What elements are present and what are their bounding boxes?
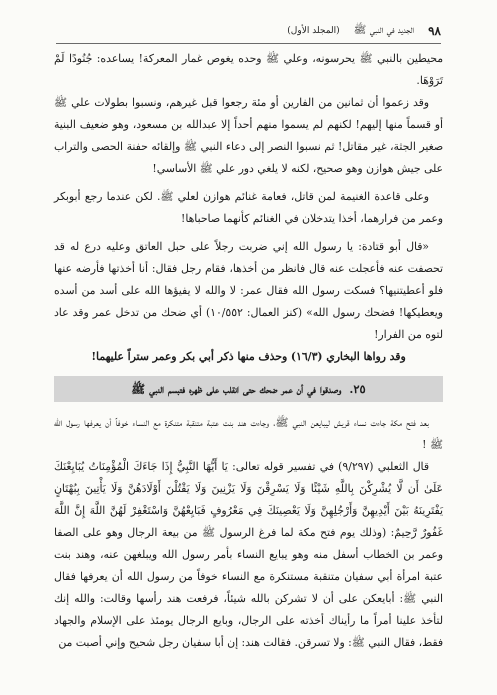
page-number: ٩٨ <box>428 24 441 38</box>
page-body <box>54 48 443 654</box>
hadith-quote: «قال أبو قتادة: يا رسول الله إني ضربت رجلاً على حبل العاتق وعليه درع له قد تحصفت عنه فأعجلت عنه قال فانظر من أخذها، فقام رجل فقال: أنا أخذتها فأرضه عنها فلو أعطيتنيها؟ فسكت رسول الله فقال عمر: لا والله لا يفيؤها الله على أسد من أسده ويعطيكها! فضحك رسول الله» (كنز العمال: ١٠/٥٥٢) أي ضحك من تدخل عمر وقد عاد لتوه من الفرار! <box>54 240 443 341</box>
section-title: وصدقوا في أن عمر ضحك حتى انقلب على ظهره فتبسم النبي ﷺ <box>131 382 342 396</box>
running-header <box>62 22 441 40</box>
section-heading <box>54 376 443 402</box>
tafsir-paragraph: قال الثعلبي (٩/٢٩٧) في تفسير قوله تعالى: يَا أَيُّهَا النَّبِيُّ إِذَا جَاءَكَ الْمُؤْمِنَاتُ يُبَايِعْنَكَ عَلَىٰ أَن لَّا يُشْرِكْنَ بِاللَّهِ شَيْئًا وَلَا يَسْرِقْنَ وَلَا يَزْنِينَ وَلَا يَقْتُلْنَ أَوْلَادَهُنَّ وَلَا يَأْتِينَ بِبُهْتَانٍ يَفْتَرِينَهُ بَيْنَ أَيْدِيهِنَّ وَأَرْجُلِهِنَّ وَلَا يَعْصِينَكَ فِي مَعْرُوفٍ فَبَايِعْهُنَّ وَاسْتَغْفِرْ لَهُنَّ اللَّهَ إِنَّ اللَّهَ غَفُورٌ رَّحِيمٌ: (وذلك يوم فتح مكة لما فرغ الرسول ﷺ من بيعة الرجال وهو على الصفا وعمر بن الخطاب أسفل منه وهو يبايع النساء بأمر رسول الله ويبلغهن عنه، وهند بنت عتبة امرأة أبي سفيان متنقبة مستنكرة مع النساء خوفاً من رسول الله أن يعرفها فقال النبي ﷺ: أبايعكن على أن لا تشركن بالله شيئاً، فرفعت هند رأسها وقالت: والله إنك لتأخذ علينا أمراً ما رأيناك أخذته على الرجال، وبايع الرجال يومئذ على الإسلام والجهاد فقط، فقال النبي ﷺ: ولا تسرقن. فقالت هند: إن أبا سفيان رجل شحيح وإني أصبت من <box>54 460 443 649</box>
paragraph: محيطين بالنبي ﷺ يحرسونه، وعلي ﷺ وحده يغوص غمار المعركة! يساعده: جُنُودًا لَمْ تَرَوْهَا. <box>54 52 443 87</box>
paragraph: بعد فتح مكة جاءت نساء قريش ليبايعن النبي ﷺ، وجاءت هند بنت عتبة متنقبة متنكرة مع النساء خوفاً أن يعرفها رسول الله ﷺ ! <box>54 416 443 451</box>
section-number: ٢٥. <box>349 382 366 396</box>
header-rule <box>56 43 441 44</box>
paragraph: وعلى قاعدة الغنيمة لمن قاتل، فعامة غنائم هوازن لعلي ﷺ. لكن عندما رجع أبوبكر وعمر من فرارهما، أخذا يتدخلان في الغنائم كأنهما صاحباها! <box>54 190 443 225</box>
book-title: الجديد في النبي ﷺ <box>353 23 415 36</box>
paragraph: وقد زعموا أن ثمانين من الفارين أو مئة رجعوا قبل غيرهم، ونسبوا بطولات علي ﷺ أو قسماً منها إليهم! لكنهم لم يسموا منهم أحداً إلا عبدالله بن مسعود، وهو ضعيف البنية صغير الجثة، غير مقاتل! ثم نسبوا النصر إلى دعاء النبي ﷺ وإلقائه حفنة الحصى والتراب على جيش هوازن وهو صحيح، لكنه لا يلغي دور علي ﷺ الأساسي! <box>54 96 443 175</box>
narration-note: وقد رواها البخاري (١٦/٣) وحذف منها ذكر أبي بكر وعمر ستراً عليهما! <box>91 350 406 363</box>
volume-label: (المجلد الأول) <box>287 26 340 36</box>
